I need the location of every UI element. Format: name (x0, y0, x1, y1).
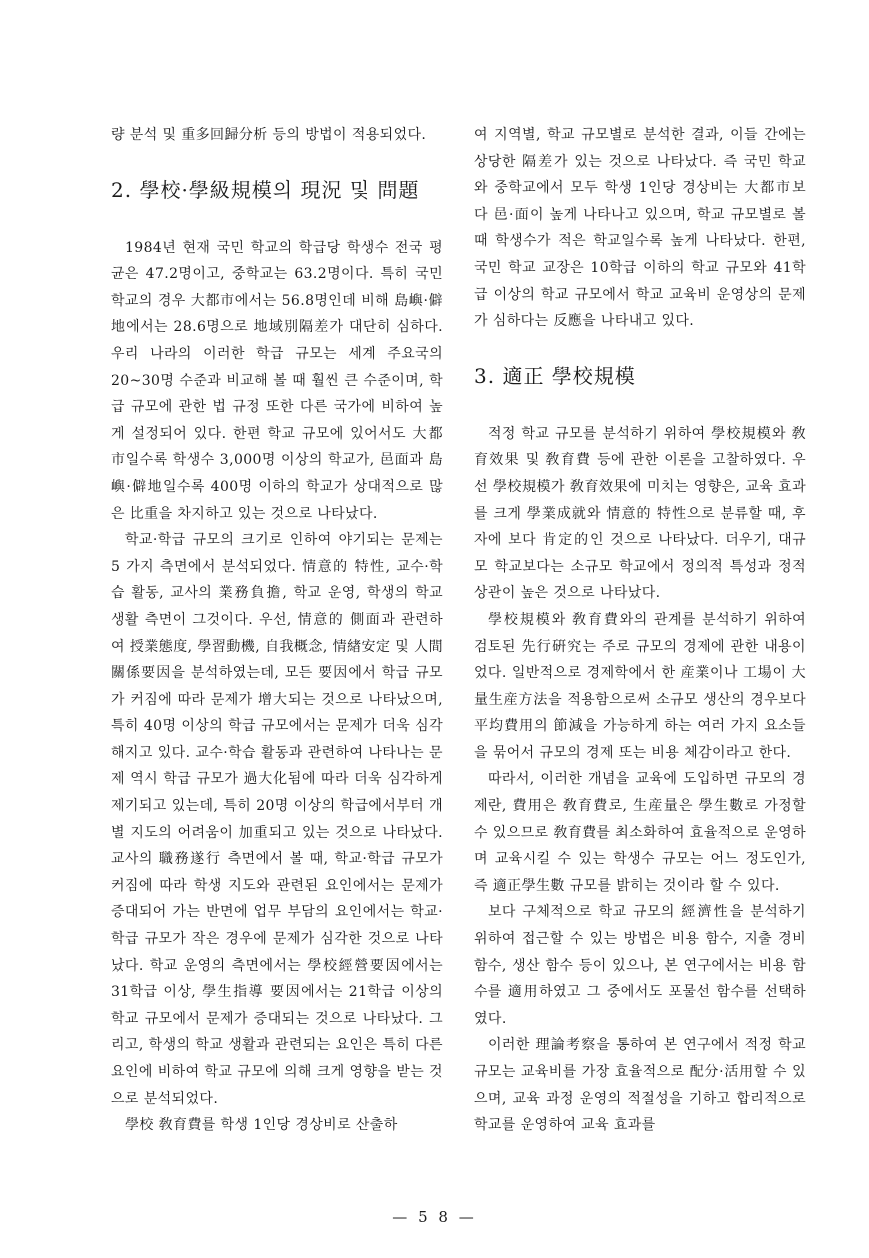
section-3-heading: 3. 適正 學校規模 (474, 363, 636, 388)
page-number: — 5 8 — (392, 1208, 477, 1226)
left-paragraph-3: 學校 敎育費를 학생 1인당 경상비로 산출하 (125, 1117, 398, 1134)
right-continued-paragraph: 여 지역별, 학교 규모별로 분석한 결과, 이들 간에는 상당한 隔差가 있는 것으로 나타났다. 즉 국민 학교와 중학교에서 모두 학생 1인당 경상비는 大都市보다 邑·面이 높게 나타나고 있으며, 학교 규모별로 볼 때 학생수가 적은 학교일수록 높게 나타났다. 한편, 국민 학교 교장은 10학급 이하의 학교 규모와 41학급 이상의 학교 규모에서 학교 교육비 운영상의 문제가 심하다는 反應을 나타내고 있다. (474, 127, 806, 330)
right-paragraph-4: 보다 구체적으로 학교 규모의 經濟性을 분석하기 위하여 접근할 수 있는 방법은 비용 함수, 지출 경비 함수, 생산 함수 등이 있으나, 본 연구에서는 비용 함수를 適用하였고 그 중에서도 포물선 함수를 선택하였다. (474, 904, 806, 1027)
left-paragraph-2: 학교·학급 규모의 크기로 인하여 야기되는 문제는 5 가지 측면에서 분석되었다. 情意的 特性, 교수·학습 활동, 교사의 業務負擔, 학교 운영, 학생의 학교 생활 측면이 그것이다. 우선, 情意的 側面과 관련하여 授業態度, 學習動機, 自我概念, 情緖安定 및 人間關係要因을 분석하였는데, 모든 要因에서 학급 규모가 커짐에 따라 문제가 增大되는 것으로 나타났으며, 특히 40명 이상의 학급 규모에서는 문제가 더욱 심각해지고 있다. 교수·학습 활동과 관련하여 나타나는 문제 역시 학급 규모가 過大化됨에 따라 더욱 심각하게 제기되고 있는데, 특히 20명 이상의 학급에서부터 개별 지도의 어려움이 加重되고 있는 것으로 나타났다. 교사의 職務遂行 측면에서 볼 때, 학교·학급 규모가 커짐에 따라 학생 지도와 관련된 요인에서는 문제가 증대되어 가는 반면에 업무 부담의 요인에서는 학교·학급 규모가 작은 경우에 문제가 심각한 것으로 나타났다. 학교 운영의 측면에서는 學校經營要因에서는 31학급 이상, 學生指導 要因에서는 21학급 이상의 학교 규모에서 문제가 증대되는 것으로 나타났다. 그리고, 학생의 학교 생활과 관련되는 요인은 특히 다른 요인에 비하여 학교 규모에 의해 크게 영향을 받는 것으로 분석되었다. (111, 532, 443, 1107)
right-paragraph-5: 이러한 理論考察을 통하여 본 연구에서 적정 학교 규모는 교육비를 가장 효율적으로 配分·活用할 수 있으며, 교육 과정 운영의 적절성을 기하고 합리적으로 학교를 운영하여 교육 효과를 (474, 1037, 806, 1134)
left-paragraph-1: 1984년 현재 국민 학교의 학급당 학생수 전국 평균은 47.2명이고, 중학교는 63.2명이다. 특히 국민 학교의 경우 大都市에서는 56.8명인데 비해 島嶼·僻地에서는 28.6명으로 地域別隔差가 대단히 심하다. 우리 나라의 이러한 학급 규모는 세계 주요국의 20~30명 수준과 비교해 볼 때 훨씬 큰 수준이며, 학급 규모에 관한 법 규정 또한 다른 국가에 비하여 높게 설정되어 있다. 한편 학교 규모에 있어서도 大都市일수록 학생수 3,000명 이상의 학교가, 邑面과 島嶼·僻地일수록 400명 이하의 학교가 상대적으로 많은 比重을 차지하고 있는 것으로 나타났다. (111, 239, 443, 522)
right-column (474, 122, 806, 1139)
left-column (111, 122, 443, 1139)
right-paragraph-2: 學校規模와 敎育費와의 관계를 분석하기 위하여 검토된 先行硏究는 주로 규모의 경제에 관한 내용이었다. 일반적으로 경제학에서 한 産業이나 工場이 大量生産方法을 적용함으로써 소규모 생산의 경우보다 平均費用의 節減을 가능하게 하는 여러 가지 요소들을 묶어서 규모의 경제 또는 비용 체감이라고 한다. (474, 611, 806, 761)
intro-paragraph: 량 분석 및 重多回歸分析 등의 방법이 적용되었다. (111, 127, 427, 143)
right-paragraph-3: 따라서, 이러한 개념을 교육에 도입하면 규모의 경제란, 費用은 敎育費로, 生産量은 學生數로 가정할 수 있으므로 敎育費를 최소화하여 효율적으로 운영하며 교육시킬 수 있는 학생수 규모는 어느 정도인가, 즉 適正學生數 규모를 밝히는 것이라 할 수 있다. (474, 771, 807, 894)
right-paragraph-1: 적정 학교 규모를 분석하기 위하여 學校規模와 敎育效果 및 敎育費 등에 관한 이론을 고찰하였다. 우선 學校規模가 敎育效果에 미치는 영향은, 교육 효과를 크게 學業成就와 情意的 特性으로 분류할 때, 후자에 보다 肯定的인 것으로 나타났다. 더우기, 대규모 학교보다는 소규모 학교에서 정의적 특성과 정적 상관이 높은 것으로 나타났다. (474, 425, 806, 602)
section-2-heading: 2. 學校·學級規模의 現況 및 問題 (111, 177, 420, 202)
